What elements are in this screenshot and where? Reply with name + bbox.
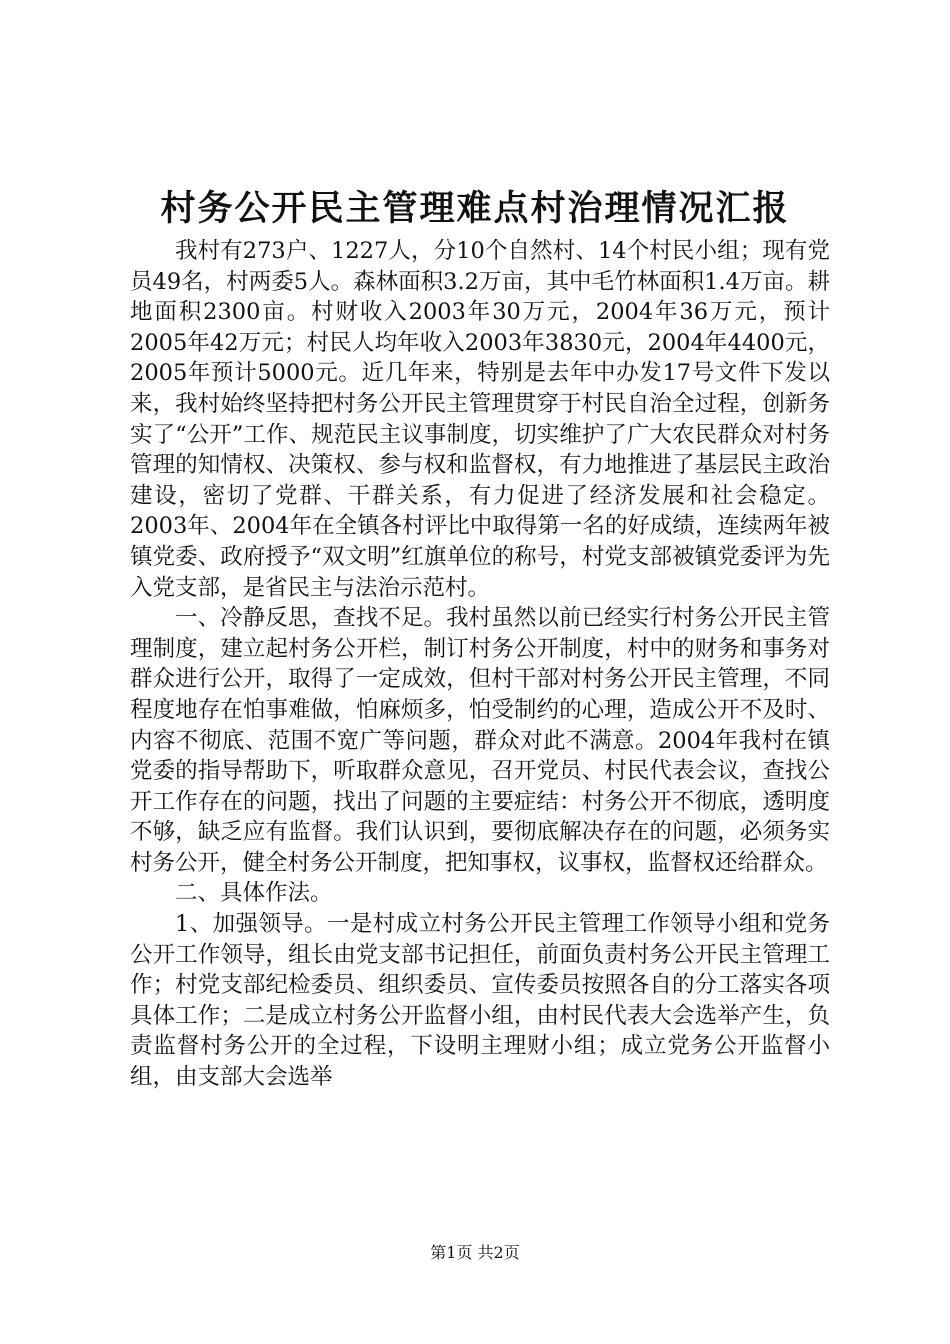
paragraph-intro: 我村有273户、1227人，分10个自然村、14个村民小组；现有党员49名，村两委5人。森林面积3.2万亩，其中毛竹林面积1.4万亩。耕地面积2300亩。村财收入2003年30万元，2004年36万元，预计2005年42万元；村民人均年收入2003年3830元，2004年4400元，2005年预计5000元。近几年来，特别是去年中办发17号文件下发以来，我村始终坚持把村务公开民主管理贯穿于村民自治全过程，创新务实了“公开”工作、规范民主议事制度，切实维护了广大农民群众对村务管理的知情权、决策权、参与权和监督权，有力地推进了基层民主政治建设，密切了党群、干群关系，有力促进了经济发展和社会稳定。2003年、2004年在全镇各村评比中取得第一名的好成绩，连续两年被镇党委、政府授予“双文明”红旗单位的称号，村党支部被镇党委评为先入党支部，是省民主与法治示范村。 — [130, 238, 830, 601]
document-body — [130, 236, 830, 1093]
page-footer: 第1页 共2页 — [430, 1243, 520, 1262]
paragraph-section-2-heading: 二、具体作法。 — [175, 880, 333, 907]
paragraph-section-1: 一、冷静反思，查找不足。我村虽然以前已经实行村务公开民主管理制度，建立起村务公开栏，制订村务公开制度，村中的财务和事务对群众进行公开，取得了一定成效，但村干部对村务公开民主管理，不同程度地存在怕事难做，怕麻烦多，怕受制约的心理，造成公开不及时、内容不彻底、范围不宽广等问题，群众对此不满意。2004年我村在镇党委的指导帮助下，听取群众意见，召开党员、村民代表会议，查找公开工作存在的问题，找出了问题的主要症结：村务公开不彻底，透明度不够，缺乏应有监督。我们认识到，要彻底解决存在的问题，必须务实村务公开，健全村务公开制度，把知事权，议事权，监督权还给群众。 — [130, 605, 830, 876]
document-title: 村务公开民主管理难点村治理情况汇报 — [160, 188, 790, 229]
paragraph-item-1: 1、加强领导。一是村成立村务公开民主管理工作领导小组和党务公开工作领导，组长由党支部书记担任，前面负责村务公开民主管理工作；村党支部纪检委员、组织委员、宣传委员按照各自的分工落实各项具体工作；二是成立村务公开监督小组，由村民代表大会选举产生，负责监督村务公开的全过程，下设明主理财小组；成立党务公开监督小组，由支部大会选举 — [130, 911, 830, 1091]
